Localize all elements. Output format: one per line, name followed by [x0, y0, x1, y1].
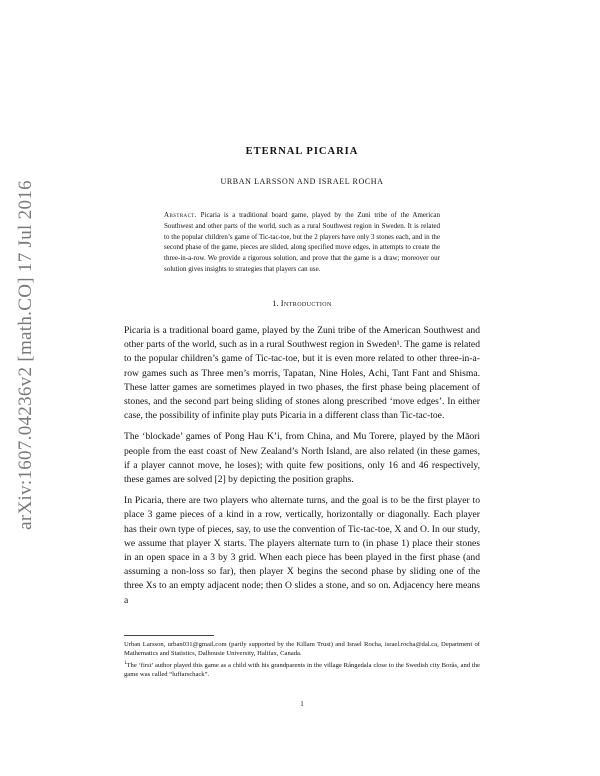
footnote-divider [124, 635, 214, 636]
body-text [124, 324, 480, 615]
abstract-label: Abstract. [164, 211, 197, 219]
footnote-1 [124, 659, 480, 679]
footnotes [124, 640, 480, 680]
abstract-text: Picaria is a traditional board game, played by the Zuni tribe of the American Southwest and other parts of the world, such as a rural Southwest region in Sweden. It is related to the popular children’s game of Tic-tac-toe, but the 2 players have only 3 stones each, and in the second phase of the game, pieces are slided, along specified move edges, in attempts to create the three-in-a-row. We provide a rigorous solution, and prove that the game is a draw; moreover our solution gives insights to strategies that players can use. [164, 211, 440, 273]
footnote-affiliation: Urban Larsson, urban031@gmail.com (partly supported by the Killam Trust) and Israel Rocha, israel.rocha@dal.ca, Department of Mathematics and Statistics, Dalhousie University, Halifax, Canada. [124, 641, 480, 657]
paragraph: The ‘blockade’ games of Pong Hau K’i, from China, and Mu Torere, played by the Māori people from the east coast of New Zealand’s North Island, are also related (in these games, if a player cannot move, he loses); with quite few positions, only 16 and 46 respectively, these games are solved [2] by depicting the position graphs. [124, 431, 480, 486]
paragraph: In Picaria, there are two players who alternate turns, and the goal is to be the first player to place 3 game pieces of a kind in a row, vertically, horizontally or diagonally. Each player has their own type of pieces, say, to use the convention of Tic-tac-toe, X and O. In our study, we assume that player X starts. The players alternate turn to (in phase 1) place their stones in an open space in a 3 by 3 grid. When each piece has been played in the first phase (and assuming a non-loss so far), then player X begins the second phase by sliding one of the three Xs to an empty adjacent node; then O slides a stone, and so on. Adjacency here means a [124, 495, 480, 606]
section-number: 1. [272, 298, 279, 308]
section-heading [124, 298, 480, 308]
page-number: 1 [300, 700, 304, 708]
abstract [164, 210, 440, 275]
arxiv-stamp-text: arXiv:1607.04236v2 [math.CO] 17 Jul 2016 [15, 180, 36, 530]
section-name: Introduction [280, 298, 332, 308]
footnote-mark: 1 [124, 661, 127, 666]
paper-title: ETERNAL PICARIA [245, 146, 359, 157]
footnote-1-text: The ‘first’ author played this game as a child with his grandparents in the village Rångedala close to the Swedish city Borås, and the game was called “luffarschack”. [124, 662, 480, 679]
paragraph: Picaria is a traditional board game, played by the Zuni tribe of the American Southwest and other parts of the world, such as in a rural Southwest region in Sweden¹. The game is related to the popular children’s game of Tic-tac-toe, but it is even more related to other three-in-a-row games such as Three men’s morris, Tapatan, Nine Holes, Achi, Tant Fant and Shisma. These latter games are sometimes played in two phases, the first phase being placement of stones, and the second part being sliding of stones along prescribed ‘move edges’. In either case, the possibility of infinite play puts Picaria in a different class than Tic-tac-toe. [124, 325, 480, 422]
paper-authors: URBAN LARSSON AND ISRAEL ROCHA [220, 177, 384, 186]
arxiv-stamp [6, 140, 46, 570]
